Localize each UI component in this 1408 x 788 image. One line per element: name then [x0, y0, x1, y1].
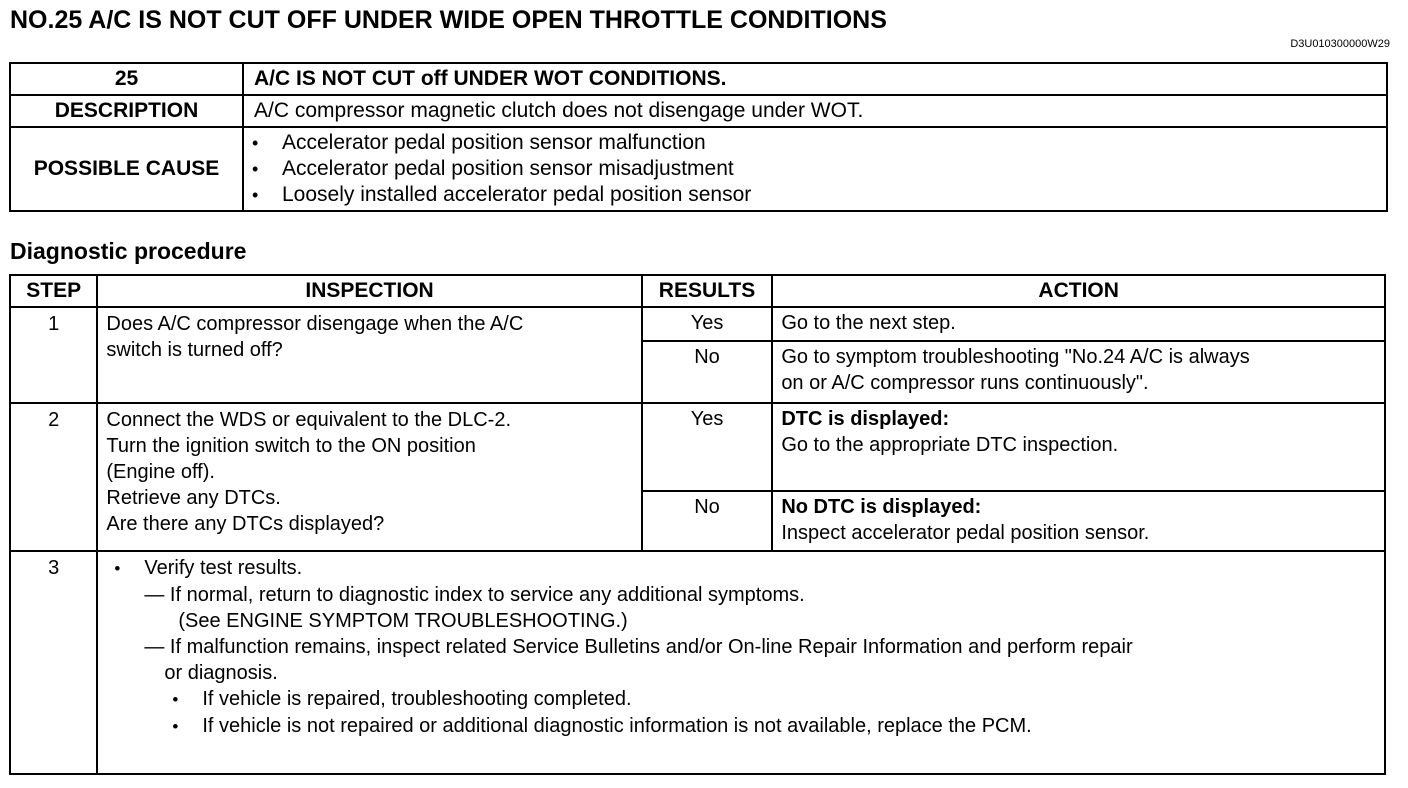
malfunction-line: — If malfunction remains, inspect related Service Bulletins and/or On-line Repair Information and perform repair [144, 636, 1133, 658]
verify-line: • Verify test results. [106, 555, 1376, 582]
not-repaired-line: • If vehicle is not repaired or additional diagnostic information is not available, replace the PCM. [106, 713, 1376, 740]
action-heading: No DTC is displayed: [781, 496, 982, 518]
cause-item: • Accelerator pedal position sensor misadjustment [252, 156, 1386, 182]
symptom-row-cause [10, 127, 1387, 211]
step-inspection [97, 307, 641, 403]
cause-item: • Accelerator pedal position sensor malfunction [252, 130, 1386, 156]
action-no [772, 491, 1385, 551]
result-yes: Yes [642, 307, 773, 341]
diagnostic-procedure-table [9, 274, 1386, 775]
normal-line: — If normal, return to diagnostic index to service any additional symptoms. [144, 584, 805, 606]
symptom-name: A/C IS NOT CUT off UNDER WOT CONDITIONS. [243, 63, 1387, 95]
section-title: Diagnostic procedure [10, 238, 247, 264]
inspection-line: Are there any DTCs displayed? [106, 513, 385, 535]
step-number: 1 [10, 307, 97, 403]
step-number: 2 [10, 403, 97, 551]
action-line: Go to symptom troubleshooting "No.24 A/C is always [781, 346, 1250, 368]
inspection-line: Connect the WDS or equivalent to the DLC-2. [106, 409, 512, 431]
result-no: No [642, 341, 773, 403]
action-yes: Go to the next step. [772, 307, 1385, 341]
possible-cause-label: POSSIBLE CAUSE [10, 127, 243, 211]
repaired-line: • If vehicle is repaired, troubleshooting completed. [106, 686, 1376, 713]
possible-cause-cell [243, 127, 1387, 211]
description-label: DESCRIPTION [10, 95, 243, 127]
symptom-table [9, 62, 1388, 212]
malfunction-line-cont: or diagnosis. [164, 662, 278, 684]
table-header-row [10, 275, 1385, 307]
header-results: RESULTS [642, 275, 773, 307]
possible-cause-list [244, 128, 1386, 210]
step-number: 3 [10, 551, 97, 774]
action-line: on or A/C compressor runs continuously". [781, 372, 1149, 394]
page-title: NO.25 A/C IS NOT CUT OFF UNDER WIDE OPEN THROTTLE CONDITIONS [10, 6, 887, 34]
inspection-line: Turn the ignition switch to the ON position [106, 435, 476, 457]
table-row [10, 403, 1385, 491]
header-inspection: INSPECTION [97, 275, 641, 307]
result-no: No [642, 491, 773, 551]
step-inspection [97, 551, 1385, 774]
cause-item: • Loosely installed accelerator pedal position sensor [252, 182, 1386, 208]
step-inspection [97, 403, 641, 551]
result-yes: Yes [642, 403, 773, 491]
action-line: Go to the appropriate DTC inspection. [781, 434, 1119, 456]
normal-reference: (See ENGINE SYMPTOM TROUBLESHOOTING.) [178, 610, 628, 632]
action-yes [772, 403, 1385, 491]
inspection-line: switch is turned off? [106, 339, 283, 361]
symptom-row-name [10, 63, 1387, 95]
inspection-line: Does A/C compressor disengage when the A/C [106, 313, 524, 335]
description-text: A/C compressor magnetic clutch does not disengage under WOT. [243, 95, 1387, 127]
action-heading: DTC is displayed: [781, 408, 950, 430]
document-code: D3U010300000W29 [1290, 38, 1390, 50]
action-no [772, 341, 1385, 403]
inspection-line: (Engine off). [106, 461, 215, 483]
inspection-line: Retrieve any DTCs. [106, 487, 281, 509]
header-action: ACTION [772, 275, 1385, 307]
header-step: STEP [10, 275, 97, 307]
symptom-row-description [10, 95, 1387, 127]
table-row [10, 551, 1385, 774]
action-line: Inspect accelerator pedal position sensor. [781, 522, 1150, 544]
table-row [10, 307, 1385, 341]
symptom-number: 25 [10, 63, 243, 95]
